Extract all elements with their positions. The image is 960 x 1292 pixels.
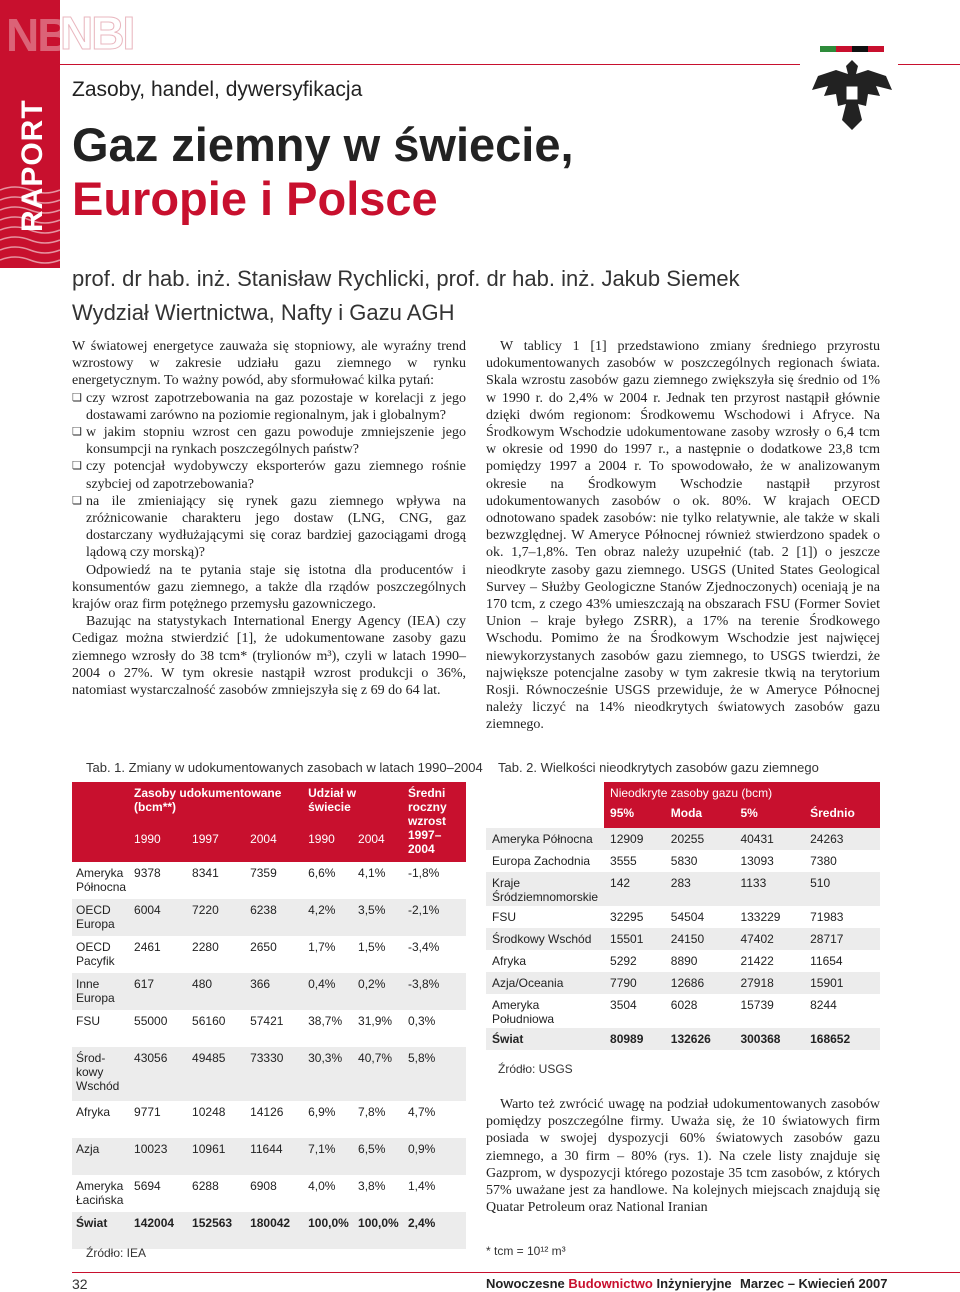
row-label: Afryka <box>76 1105 111 1119</box>
table-cell: 7359 <box>250 866 277 880</box>
journal-name: Nowoczesne Budownictwo Inżynieryjne <box>486 1276 732 1291</box>
row-label: FSU <box>492 910 516 924</box>
table-cell: 13093 <box>740 854 774 868</box>
table-cell: 100,0% <box>304 1212 354 1249</box>
table-cell: 32295 <box>610 910 644 924</box>
table-cell: 7,1% <box>304 1138 354 1175</box>
table-cell: 10961 <box>188 1138 246 1175</box>
row-label: Kraje Śródziemnomorskie <box>486 872 604 906</box>
paragraph: W tablicy 1 [1] przedstawiono zmiany średniego przyrostu udokumentowanych zasobów w poszczególnych regionach świata. Skala wzrostu zasobów gazu ziemnego zwiększyła się średnio od 1% w 1990 r. do 2,4% w 2004 r. Jednak ten przyrost nastąpił głównie dzięki dwóm regionom: Środkowemu Wschodowi i Afryce. Na Środkowym Wschodzie udokumentowane zasoby wzrosły o 6,4 tcm w okresie od 1990 do 1997 r., a następnie o dodatkowe 23,8 tcm pomiędzy 1997 a 2004 r. To spowodowało, że w analizowanym okresie na Środkowym Wschodzie nastąpił przyrost udokumentowanych zasobów o ok. 80%. W krajach OECD odnotowano spadek zasobów: nie tylko relatywnie, ale także w skali bezwzględnej. W Ameryce Północnej również stwierdzono spadek o ok. 1,7–1,8%. Ten obraz należy uzupełnić (tab. 2 [1]) o jeszcze nieodkryte zasoby gazu ziemnego. USGS (United States Geological Survey – Służby Geologiczne Stanów Zjednoczonych) oceniają je na 170 tcm, z czego 43% umieszczają na obszarach FSU (Former Soviet Union – kraje byłego ZSRR), a 17% na terenie Środkowego Wschodu. Pomimo że na Środkowym Wschodzie jest najwięcej niewykorzystanych zasobów gazu ziemnego, to USGS twierdzi, że największe potencjalne zasoby w tym zakresie tkwią na terytorium Rosji. Równocześnie USGS przewiduje, że w Ameryce Północnej należy liczyć na 14% nieodkrytych światowych zasobów gazu ziemnego. <box>486 339 880 733</box>
table-cell: 168652 <box>804 1028 880 1050</box>
eagle-emblem-icon <box>806 46 898 138</box>
table2-col: Moda <box>665 806 735 828</box>
table-cell: 15501 <box>604 928 665 950</box>
footer-rule <box>72 1272 960 1273</box>
table-cell: 2,4% <box>404 1212 466 1249</box>
table2-source: Źródło: USGS <box>498 1062 573 1076</box>
right-column-bottom <box>486 1096 880 1216</box>
table-cell: 49485 <box>188 1047 246 1101</box>
table-cell: 3504 <box>610 998 637 1012</box>
table-cell: 24263 <box>804 828 880 850</box>
table1-group-growth: Średni roczny wzrost 1997–2004 <box>408 786 447 856</box>
table2-caption: Tab. 2. Wielkości nieodkrytych zasobów gazu ziemnego <box>498 760 819 775</box>
table1-group-share: Udział w świecie <box>308 786 357 814</box>
table-row <box>486 950 880 972</box>
row-label: Europa Zachodnia <box>492 854 591 868</box>
table-cell: 9771 <box>134 1105 161 1119</box>
table2-col: Średnio <box>804 806 880 828</box>
table-row <box>486 994 880 1028</box>
table-row <box>72 1101 466 1138</box>
table-cell: 56160 <box>192 1014 226 1028</box>
table-cell: 3555 <box>610 854 637 868</box>
table-cell: 6288 <box>192 1179 219 1193</box>
table-cell: 2650 <box>250 940 277 954</box>
row-label: Ameryka Północna <box>486 828 604 850</box>
header-rule-right <box>898 64 960 65</box>
table-cell: 0,4% <box>304 973 354 1010</box>
intro-paragraph: W światowej energetyce zauważa się stopniowy, ale wyraźny trend wzrostowy w zakresie udziału gazu ziemnego w rynku energetycznym. To ważny powód, aby sformułować kilka pytań: <box>72 339 466 389</box>
row-label: Ameryka Południowa <box>492 998 555 1026</box>
table-cell: 142 <box>604 872 665 906</box>
table-cell: 283 <box>665 872 735 906</box>
table-cell: 6,5% <box>354 1138 404 1175</box>
table-cell: 100,0% <box>354 1212 404 1249</box>
table-cell: 0,2% <box>354 973 404 1010</box>
table-cell: 142004 <box>130 1212 188 1249</box>
table-cell: 12686 <box>665 972 735 994</box>
row-label: Azja/Oceania <box>486 972 604 994</box>
raport-label: RAPORT <box>16 99 49 232</box>
table-total-row <box>72 1212 466 1249</box>
table2 <box>486 782 880 1050</box>
table-row <box>72 1047 466 1101</box>
table-cell: 28717 <box>804 928 880 950</box>
table-cell: 12909 <box>604 828 665 850</box>
table2-group: Nieodkryte zasoby gazu (bcm) <box>604 782 880 806</box>
table-cell: 6028 <box>670 998 698 1012</box>
table-cell: 1133 <box>734 872 804 906</box>
table1-year: 1997 <box>192 832 219 846</box>
table-cell: 6,6% <box>308 866 336 880</box>
table1-body <box>72 862 466 1249</box>
table-cell: 73330 <box>246 1047 304 1101</box>
page-number: 32 <box>72 1276 88 1292</box>
article-title <box>72 118 574 226</box>
paragraph: Odpowiedź na te pytania staje się istotna dla producentów i konsumentów gazu ziemnego, a także dla rządów poszczególnych krajów oraz firm potężnego przemysłu gazowniczego. <box>72 562 466 613</box>
table-cell: 1,4% <box>408 1179 436 1193</box>
table-cell: 21422 <box>740 954 774 968</box>
table-cell: 7380 <box>810 854 837 868</box>
table-row <box>72 862 466 899</box>
table-cell: 15901 <box>804 972 880 994</box>
table-row <box>72 1010 466 1047</box>
question-item: ❏ czy wzrost zapotrzebowania na gaz pozostaje w korelacji z jego dostawami zarówno na poziomie regionalnym, jak i globalnym? <box>72 390 466 424</box>
table-cell: -3,4% <box>408 940 440 954</box>
table-cell: 1,5% <box>358 940 386 954</box>
table-cell: 40,7% <box>354 1047 404 1101</box>
table-row <box>486 828 880 850</box>
table-cell: 5830 <box>670 854 698 868</box>
question-item: ❏ w jakim stopniu wzrost cen gazu powoduje zmniejszenie jego konsumpcji na rynkach poszczególnych państw? <box>72 424 466 458</box>
table-cell: 0,9% <box>404 1138 466 1175</box>
table-cell: 6004 <box>130 899 188 936</box>
row-label: Ameryka Północna <box>76 866 127 894</box>
table-cell: 31,9% <box>358 1014 393 1028</box>
question-item: ❏ na ile zmieniający się rynek gazu ziemnego wpływa na zróżnicowanie charakteru jego dostaw (LNG, CNG, gaz dostarczany wydłużającymi się coraz bardziej gazociągami drogą lądową czy morską)? <box>72 493 466 562</box>
table-cell: 10023 <box>130 1138 188 1175</box>
table1 <box>72 782 466 1249</box>
table1-year: 1990 <box>308 832 335 846</box>
table-cell: 20255 <box>665 828 735 850</box>
row-label: Azja <box>72 1138 130 1175</box>
table-cell: 10248 <box>192 1105 226 1119</box>
question-list <box>72 390 466 562</box>
table-row <box>72 936 466 973</box>
logo-outline: NBI <box>60 7 134 59</box>
table1-year: 2004 <box>358 832 385 846</box>
paragraph: Bazując na statystykach International Energy Agency (IEA) czy Cedigaz można stwierdzić [1], że udokumentowane zasoby gazu ziemnego wzrosły do 38 tcm* (trylionów m³), czyli w latach 1990–2004 o 27%. W tym okresie nastąpił wzrost produkcji o 36%, natomiast wystarczalność zasobów zmniejszyła się z 69 do 64 lat. <box>72 614 466 699</box>
table-cell: 40431 <box>734 828 804 850</box>
table-cell: 617 <box>130 973 188 1010</box>
table-cell: 8341 <box>192 866 219 880</box>
table-cell: 366 <box>246 973 304 1010</box>
paragraph: Warto też zwrócić uwagę na podział udokumentowanych zasobów pomiędzy poszczególne firmy. Uważa się, że 10 światowych firm posiada w swojej dyspozycji 60% światowych zasobów gazu ziemnego, a 30 firm – 80% (rys. 1). Na czele listy znajduje się Gazprom, w dyspozycji którego pozostaje 35 tcm zasobów, z których 57% uważane jest za handlowe. Na kolejnych miejscach znajdują się Quatar Petroleum oraz National Iranian <box>486 1097 880 1216</box>
table-cell: 14126 <box>250 1105 284 1119</box>
table-cell: 6908 <box>250 1179 277 1193</box>
table-cell: 54504 <box>670 910 705 924</box>
affiliation: Wydział Wiertnictwa, Nafty i Gazu AGH <box>72 300 455 326</box>
title-line-1: Gaz ziemny w świecie, <box>72 118 574 171</box>
row-label: FSU <box>76 1014 100 1028</box>
table-cell: 15739 <box>740 998 774 1012</box>
table-row <box>72 973 466 1010</box>
table-cell: 5694 <box>134 1179 161 1193</box>
table-cell: 3,8% <box>358 1179 386 1193</box>
table-cell: 5292 <box>610 954 637 968</box>
row-label: Inne Europa <box>72 973 130 1010</box>
table-row <box>486 872 880 906</box>
table-cell: 7220 <box>188 899 246 936</box>
row-label: OECD Pacyfik <box>76 940 115 968</box>
row-label: Afryka <box>492 954 527 968</box>
table-cell: 47402 <box>734 928 804 950</box>
table-row <box>486 972 880 994</box>
table-cell: 4,2% <box>304 899 354 936</box>
table2-body <box>486 828 880 1050</box>
table-cell: 4,0% <box>308 1179 336 1193</box>
table-row <box>72 899 466 936</box>
authors: prof. dr hab. inż. Stanisław Rychlicki, prof. dr hab. inż. Jakub Siemek <box>72 266 740 291</box>
table-cell: 11644 <box>246 1138 304 1175</box>
table-row <box>72 1138 466 1175</box>
row-label: Środkowy Wschód <box>486 928 604 950</box>
title-line-2: Europie i Polsce <box>72 172 438 226</box>
table1-source: Źródło: IEA <box>86 1246 147 1260</box>
table-cell: 300368 <box>734 1028 804 1050</box>
footnote: * tcm = 10¹² m³ <box>486 1244 566 1258</box>
table-cell: 180042 <box>246 1212 304 1249</box>
table-cell: -1,8% <box>408 866 440 880</box>
table-row <box>72 1175 466 1212</box>
table-cell: 57421 <box>250 1014 284 1028</box>
table-cell: 510 <box>804 872 880 906</box>
table-cell: -2,1% <box>404 899 466 936</box>
table2-col: 95% <box>604 806 665 828</box>
row-label: OECD Europa <box>72 899 130 936</box>
table-cell: 4,7% <box>408 1105 436 1119</box>
table-cell: 30,3% <box>304 1047 354 1101</box>
section-label: Zasoby, handel, dywersyfikacja <box>72 78 363 101</box>
table-cell: 8890 <box>670 954 698 968</box>
table-cell: 152563 <box>188 1212 246 1249</box>
table-cell: 7790 <box>604 972 665 994</box>
table-cell: 6,9% <box>308 1105 336 1119</box>
issue-date: Marzec – Kwiecień 2007 <box>740 1276 888 1291</box>
table-cell: 480 <box>188 973 246 1010</box>
table-cell: 80989 <box>604 1028 665 1050</box>
table-cell: 43056 <box>130 1047 188 1101</box>
header-rule <box>60 64 800 65</box>
table1-year: 1990 <box>134 832 161 846</box>
table-row <box>486 850 880 872</box>
table-cell: 5,8% <box>404 1047 466 1101</box>
table-cell: 4,1% <box>358 866 386 880</box>
table-cell: 7,8% <box>358 1105 386 1119</box>
table1-header-row <box>72 782 466 832</box>
table-cell: 132626 <box>665 1028 735 1050</box>
table1-group-reserves: Zasoby udokumentowane (bcm**) <box>134 786 282 814</box>
table-cell: 8244 <box>810 998 837 1012</box>
left-column <box>72 338 466 699</box>
table1-year: 2004 <box>250 832 277 846</box>
row-label: Ameryka Łacińska <box>76 1179 124 1207</box>
side-banner <box>0 0 80 268</box>
right-column-top <box>486 338 880 734</box>
table-row <box>486 928 880 950</box>
table-cell: 55000 <box>134 1014 168 1028</box>
table-cell: 3,5% <box>354 899 404 936</box>
row-label: Świat <box>72 1212 130 1249</box>
table-cell: 1,7% <box>308 940 336 954</box>
table1-caption: Tab. 1. Zmiany w udokumentowanych zasobach w latach 1990–2004 <box>86 760 483 775</box>
table-cell: 71983 <box>810 910 844 924</box>
question-item: ❏ czy potencjał wydobywczy eksporterów gazu ziemnego rośnie szybciej od zapotrzebowania? <box>72 458 466 492</box>
table-cell: 24150 <box>665 928 735 950</box>
table-cell: 38,7% <box>308 1014 343 1028</box>
table-cell: 2461 <box>134 940 161 954</box>
table2-col: 5% <box>734 806 804 828</box>
table-row <box>486 906 880 928</box>
table2-header-row <box>486 782 880 806</box>
table-cell: 27918 <box>734 972 804 994</box>
row-label: Świat <box>486 1028 604 1050</box>
table-cell: 0,3% <box>408 1014 436 1028</box>
table-cell: -3,8% <box>404 973 466 1010</box>
authors-block <box>72 262 740 330</box>
journal-logo: NBI <box>6 9 80 61</box>
row-label: Środ-kowy Wschód <box>72 1047 130 1101</box>
table-total-row <box>486 1028 880 1050</box>
table-cell: 133229 <box>740 910 781 924</box>
table-cell: 2280 <box>192 940 219 954</box>
table-cell: 6238 <box>246 899 304 936</box>
table-cell: 11654 <box>810 954 843 968</box>
table-cell: 9378 <box>134 866 161 880</box>
